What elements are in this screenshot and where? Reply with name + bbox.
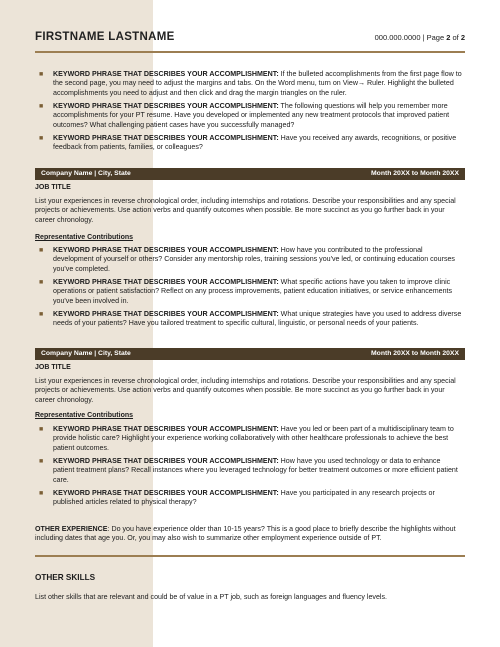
list-item [35, 278, 463, 306]
keyword-phrase: KEYWORD PHRASE THAT DESCRIBES YOUR ACCOMPLISHMENT: [53, 278, 279, 287]
bullet-text: How have you contributed to the professional development of yourself or others? Consider any mentorship roles, training sessions you've led, or continuing education courses you've completed. [53, 246, 455, 273]
bullet-icon: ■ [39, 458, 44, 466]
bullet-icon: ■ [39, 426, 44, 433]
job-dates: Month 20XX to Month 20XX [371, 170, 459, 177]
job-title: JOB TITLE [35, 364, 71, 371]
page-of: of [450, 33, 461, 42]
bullet-icon: ■ [39, 490, 44, 498]
job-header-bar [35, 168, 465, 180]
list-item [35, 310, 463, 329]
keyword-phrase: KEYWORD PHRASE THAT DESCRIBES YOUR ACCOMPLISHMENT: [53, 102, 279, 111]
bullet-text: What specific actions have you taken to improve clinic operations or patient satisfaction? Reflect on any process improvements, patient education initiatives, or service enhancements you've been involved in. [53, 278, 453, 305]
contact-line [375, 33, 465, 42]
bullet-text: If the bulleted accomplishments from the first page flow to the second page, you may need to adjust the margins and tabs. On the Word menu, turn on View→ Ruler. Highlight the bulleted accomplishments you need to adjust and then click and drag the margin triangles on the ruler. [53, 70, 462, 97]
other-experience [35, 525, 460, 544]
other-experience-label: OTHER EXPERIENCE [35, 525, 108, 533]
job-title: JOB TITLE [35, 184, 71, 191]
list-item [35, 489, 463, 508]
keyword-phrase: KEYWORD PHRASE THAT DESCRIBES YOUR ACCOMPLISHMENT: [53, 246, 279, 254]
list-item [35, 425, 463, 453]
bullet-text: The following questions will help you remember more accomplishments for your PT resume. Have you developed or implemented any new treatment protocols that improved patient outcomes? What challenging patient cases have you successfully managed? [53, 102, 450, 129]
keyword-phrase: KEYWORD PHRASE THAT DESCRIBES YOUR ACCOMPLISHMENT: [53, 310, 279, 319]
keyword-phrase: KEYWORD PHRASE THAT DESCRIBES YOUR ACCOMPLISHMENT: [53, 425, 279, 433]
list-item [35, 134, 465, 153]
bullet-icon: ■ [39, 247, 44, 254]
bullet-icon: ■ [39, 279, 44, 287]
header-rule [35, 51, 465, 53]
bullet-icon: ■ [39, 311, 44, 319]
list-item [35, 457, 463, 485]
list-item [35, 102, 465, 130]
page-total: 2 [460, 33, 465, 42]
contributions-heading: Representative Contributions [35, 234, 134, 241]
job-bullet-list [35, 246, 463, 333]
company-location: Company Name | City, State [41, 350, 131, 357]
job-description: List your experiences in reverse chronological order, including internships and rotations. Describe your responsibilities and any special projects or achievements. Use action verbs and quantify outcomes when possible. Be more succinct as you go further back in your career chronology. [35, 377, 456, 404]
list-item [35, 70, 465, 98]
keyword-phrase: KEYWORD PHRASE THAT DESCRIBES YOUR ACCOMPLISHMENT: [53, 457, 279, 466]
job-dates: Month 20XX to Month 20XX [371, 350, 459, 357]
bullet-icon: ■ [39, 135, 44, 143]
job-header-bar [35, 348, 465, 360]
other-skills-text: List other skills that are relevant and could be of value in a PT job, such as foreign languages and fluency levels. [35, 593, 388, 601]
bullet-text: What unique strategies have you used to address diverse needs of your patients? Have you tailored treatment to specific cultural, linguistic, or personal needs of your patients. [53, 310, 462, 328]
candidate-name: FIRSTNAME LASTNAME [35, 31, 175, 43]
bullet-icon: ■ [39, 103, 44, 111]
bullet-text: Have you participated in any research projects or published articles related to physical therapy? [53, 489, 435, 507]
keyword-phrase: KEYWORD PHRASE THAT DESCRIBES YOUR ACCOMPLISHMENT: [53, 134, 279, 143]
contributions-heading: Representative Contributions [35, 412, 134, 419]
keyword-phrase: KEYWORD PHRASE THAT DESCRIBES YOUR ACCOMPLISHMENT: [53, 70, 279, 78]
page-prefix: | Page [420, 33, 447, 42]
section-title-other-skills: OTHER SKILLS [35, 573, 96, 582]
other-experience-text: : Do you have experience older than 10-15 years? This is a good place to briefly describe the highlights without including dates that age you. Or, you may also wish to summarize other employment experience outside of PT. [35, 525, 456, 543]
job-description: List your experiences in reverse chronological order, including internships and rotations. Describe your responsibilities and any special projects or achievements. Use action verbs and quantify outcomes when possible. Be more succinct as you go further back in your career chronology. [35, 197, 456, 224]
intro-bullet-list [35, 70, 465, 157]
keyword-phrase: KEYWORD PHRASE THAT DESCRIBES YOUR ACCOMPLISHMENT: [53, 489, 279, 498]
bullet-text: Have you received any awards, recognitions, or positive feedback from patients, families, or colleagues? [53, 134, 457, 152]
page-current: 2 [446, 33, 451, 42]
phone-number: 000.000.0000 [374, 33, 421, 42]
bullet-icon: ■ [39, 71, 44, 78]
company-location: Company Name | City, State [41, 170, 131, 177]
section-rule [35, 555, 465, 557]
bullet-text: How have you used technology or data to enhance patient treatment plans? Recall instances where you leveraged technology for better treatment outcomes or more efficient patient care. [53, 457, 458, 484]
bullet-text: Have you led or been part of a multidisciplinary team to provide holistic care? Highlight your experience working collaboratively with other healthcare professionals to achieve the best patient outcomes. [53, 425, 454, 452]
page-header [35, 31, 465, 45]
job-bullet-list [35, 425, 463, 512]
list-item [35, 246, 463, 274]
